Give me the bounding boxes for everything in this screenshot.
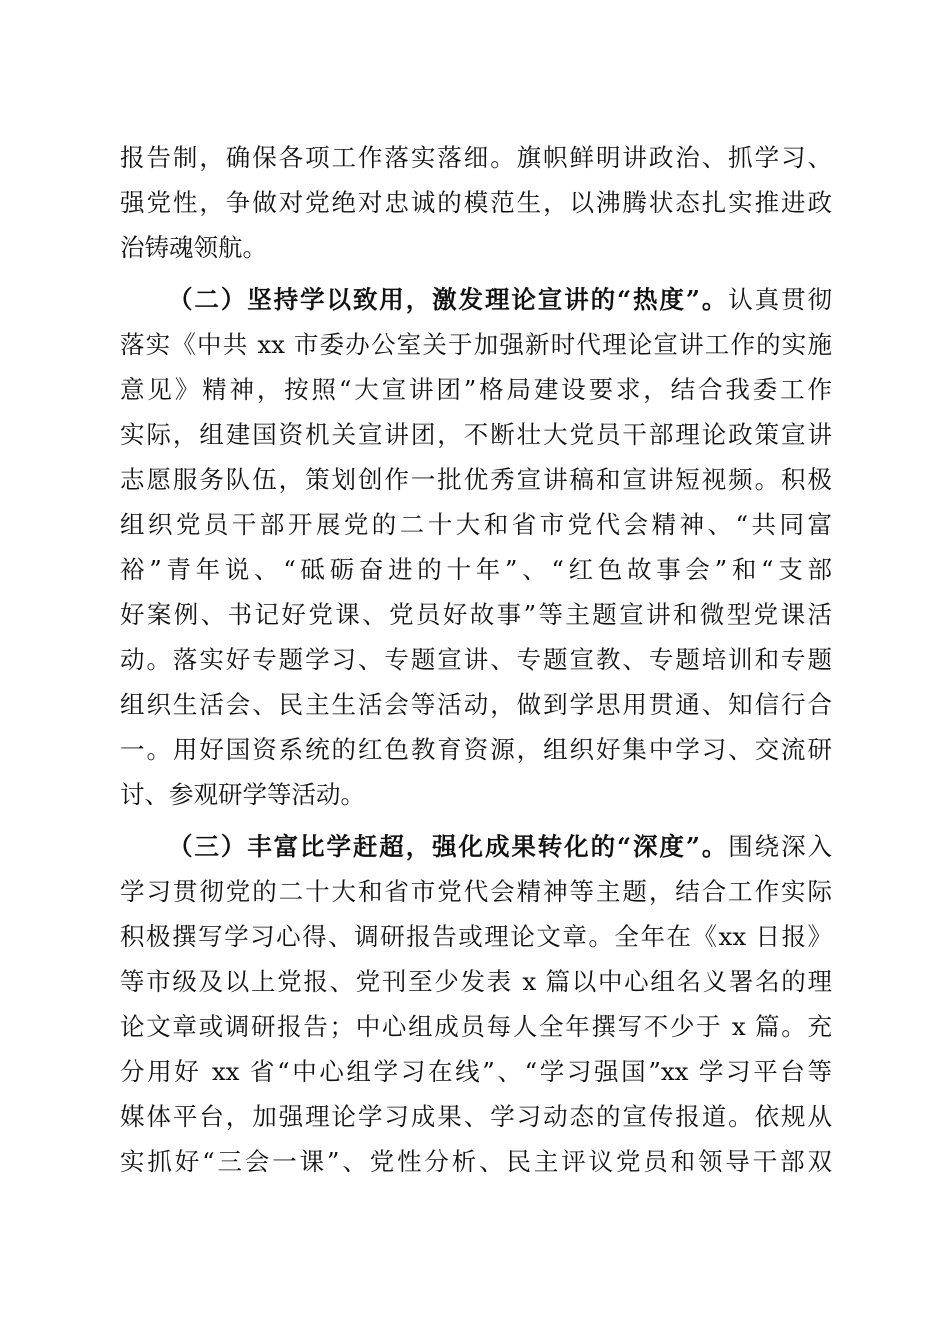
paragraph-3-line-7: 媒体平台，加强理论学习成果、学习动态的宣传报道。依规从	[120, 1102, 832, 1131]
paragraph-2-line-4: 实际，组建国资机关宣讲团，不断壮大党员干部理论政策宣讲	[120, 420, 832, 449]
section-heading-3: （三）丰富比学赶超，强化成果转化的“深度”。	[168, 832, 729, 861]
paragraph-1-line-2: 强党性，争做对党绝对忠诚的模范生，以沸腾状态扎实推进政	[120, 188, 832, 217]
paragraph-2-line-2: 落实《中共 xx 市委办公室关于加强新时代理论宣讲工作的实施	[120, 330, 832, 359]
paragraph-1-line-3: 治铸魂领航。	[120, 233, 267, 262]
paragraph-3-line-5: 论文章或调研报告；中心组成员每人全年撰写不少于 x 篇。充	[120, 1012, 832, 1041]
paragraph-3-line-4: 等市级及以上党报、党刊至少发表 x 篇以中心组名义署名的理	[120, 967, 832, 996]
paragraph-1-line-1: 报告制，确保各项工作落实落细。旗帜鲜明讲政治、抓学习、	[120, 143, 832, 172]
paragraph-3-line-2: 学习贯彻党的二十大和省市党代会精神等主题，结合工作实际	[120, 877, 832, 906]
paragraph-2-line-1-rest: 认真贯彻	[728, 285, 833, 314]
paragraph-2-line-1	[168, 278, 832, 322]
paragraph-2-line-11: 一。用好国资系统的红色教育资源，组织好集中学习、交流研	[120, 735, 832, 764]
paragraph-3-line-3: 积极撰写学习心得、调研报告或理论文章。全年在《xx 日报》	[120, 922, 832, 951]
paragraph-3-line-8: 实抓好“三会一课”、党性分析、民主评议党员和领导干部双	[120, 1147, 832, 1176]
paragraph-3-line-1	[168, 825, 832, 869]
paragraph-3-line-1-rest: 围绕深入	[728, 832, 833, 861]
paragraph-2-line-5: 志愿服务队伍，策划创作一批优秀宣讲稿和宣讲短视频。积极	[120, 465, 832, 494]
paragraph-2-line-12: 讨、参观研学等活动。	[120, 780, 365, 809]
paragraph-2-line-7: 裕”青年说、“砥砺奋进的十年”、“红色故事会”和“支部	[120, 555, 832, 584]
paragraph-3-line-6: 分用好 xx 省“中心组学习在线”、“学习强国”xx 学习平台等	[120, 1057, 832, 1086]
paragraph-2-line-9: 动。落实好专题学习、专题宣讲、专题宣教、专题培训和专题	[120, 645, 832, 674]
paragraph-2-line-3: 意见》精神，按照“大宣讲团”格局建设要求，结合我委工作	[120, 375, 832, 404]
paragraph-2-line-6: 组织党员干部开展党的二十大和省市党代会精神、“共同富	[120, 510, 832, 539]
section-heading-2: （二）坚持学以致用，激发理论宣讲的“热度”。	[168, 285, 729, 314]
paragraph-2-line-8: 好案例、书记好党课、党员好故事”等主题宣讲和微型党课活	[120, 600, 832, 629]
paragraph-2-line-10: 组织生活会、民主生活会等活动，做到学思用贯通、知信行合	[120, 690, 832, 719]
